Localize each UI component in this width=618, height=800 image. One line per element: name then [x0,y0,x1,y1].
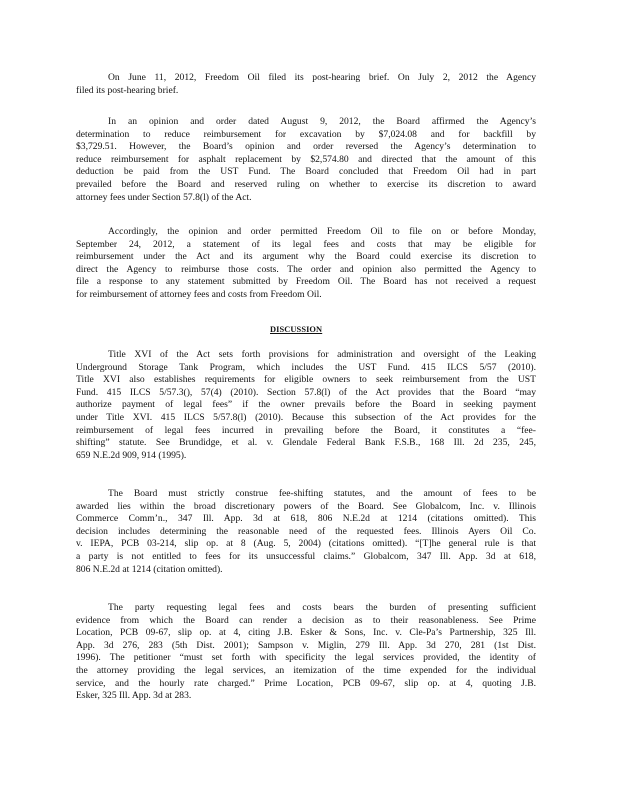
text-line: 659 N.E.2d 909, 914 (1995). [76,449,187,461]
text-line: reimbursement of legal fees incurred in prevailing before the Board, it constitutes a “fee- [76,424,536,436]
text-line: file a response to any statement submitted by Freedom Oil. The Board has not received a request [76,276,536,288]
text-line: On June 11, 2012, Freedom Oil filed its post-hearing brief. On July 2, 2012 the Agency [108,72,536,83]
text-line: 1996). The petitioner “must set forth with specificity the legal services provided, the identity of [76,652,536,664]
text-line: Accordingly, the opinion and order permitted Freedom Oil to file on or before Monday, [108,226,536,237]
text-line: decision includes determining the reasonable need of the requested fees. Illinois Ayers Oil Co. [76,525,536,537]
paragraph-burden-of-proof [76,602,536,703]
text-line: direct the Agency to reimburse those costs. The order and opinion also permitted the Agency to [76,263,536,275]
text-line: a party is not entitled to fees for its unsuccessful claims.” Globalcom, 347 Ill. App. 3d at 618, [76,550,536,562]
paragraph-opinion-and-order [76,116,536,204]
text-line: reimbursement under the Act and its argument why the Board could exercise its discretion to [76,251,536,263]
paragraph-title-xvi [76,349,536,462]
text-line: for reimbursement of attorney fees and costs from Freedom Oil. [76,288,322,300]
text-line: filed its post-hearing brief. [76,84,179,96]
text-line: App. 3d 276, 283 (5th Dist. 2001); Sampson v. Miglin, 279 Ill. App. 3d 270, 281 (1st Dist. [76,639,536,651]
section-heading: DISCUSSION [270,325,323,334]
text-line: Title XVI of the Act sets forth provisions for administration and oversight of the Leaking [108,349,536,360]
text-line: deduction be paid from the UST Fund. The Board concluded that Freedom Oil had in part [76,166,536,178]
text-line: In an opinion and order dated August 9, 2012, the Board affirmed the Agency’s [108,116,536,127]
text-line: Commerce Comm’n., 347 Ill. App. 3d at 618, 806 N.E.2d at 1214 (citations omitted). This [76,513,536,525]
text-line: attorney fees under Section 57.8(l) of the Act. [76,191,252,203]
text-line: Esker, 325 Ill. App. 3d at 283. [76,690,192,702]
text-line: Title XVI also establishes requirements for eligible owners to seek reimbursement from the UST [76,374,536,386]
text-line: The Board must strictly construe fee-shifting statutes, and the amount of fees to be [108,488,536,499]
text-line: under Title XVI. 415 ILCS 5/57.8(l) (2010). Because this subsection of the Act provides for the [76,411,536,423]
paragraph-accordingly [76,226,536,302]
text-line: authorize payment of legal fees” if the owner prevails before the Board in seeking payment [76,399,536,411]
text-line: service, and the hourly rate charged.” Prime Location, PCB 09-67, slip op. at 4, quoting J.B. [76,677,536,689]
paragraph-fee-shifting [76,488,536,576]
paragraph-post-hearing-briefs [76,72,536,97]
text-line: v. IEPA, PCB 03-214, slip op. at 8 (Aug. 5, 2004) (citations omitted). “[T]he general rule is that [76,538,536,550]
text-line: Underground Storage Tank Program, which includes the UST Fund. 415 ILCS 5/57 (2010). [76,361,536,373]
text-line: 806 N.E.2d at 1214 (citation omitted). [76,563,223,575]
text-line: prevailed before the Board and reserved ruling on whether to exercise its discretion to award [76,178,536,190]
text-line: reduce reimbursement for asphalt replacement by $2,574.80 and directed that the amount of this [76,153,536,165]
text-line: September 24, 2012, a statement of its legal fees and costs that may be eligible for [76,238,536,250]
text-line: evidence from which the Board can render a decision as to their reasonableness. See Prime [76,614,536,626]
text-line: Fund. 415 ILCS 5/57.3(), 57(4) (2010). Section 57.8(l) of the Act provides that the Board “may [76,386,536,398]
text-line: shifting” statute. See Brundidge, et al. v. Glendale Federal Bank F.S.B., 168 Ill. 2d 235, 245, [76,437,536,449]
text-line: The party requesting legal fees and costs bears the burden of presenting sufficient [108,602,536,613]
text-line: awarded lies within the broad discretionary powers of the Board. See Globalcom, Inc. v. Illinois [76,500,536,512]
text-line: determination to reduce reimbursement for excavation by $7,024.08 and for backfill by [76,128,536,140]
text-line: $3,729.51. However, the Board’s opinion and order reversed the Agency’s determination to [76,141,536,153]
text-line: the attorney providing the legal services, an itemization of the time expended for the individual [76,664,536,676]
text-line: Location, PCB 09-67, slip op. at 4, citing J.B. Esker & Sons, Inc. v. Cle-Pa’s Partnership, 325 Ill. [76,627,536,639]
